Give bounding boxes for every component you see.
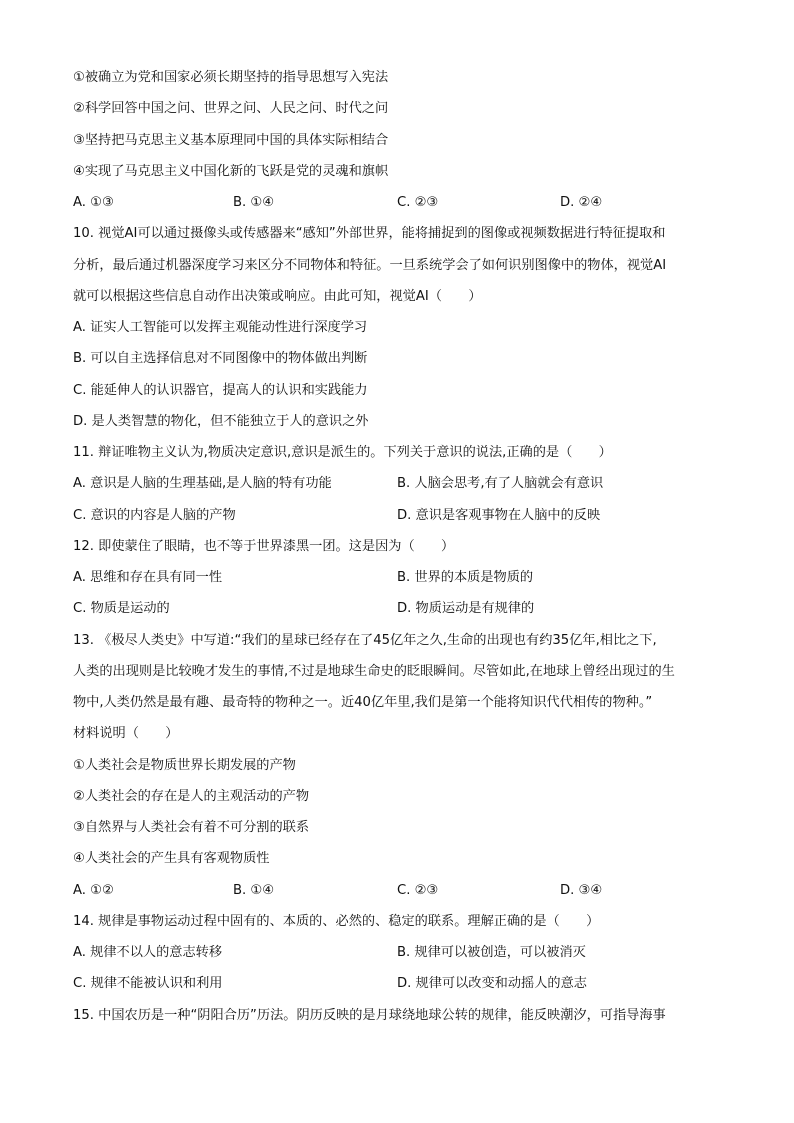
q9-statement-3: ③坚持把马克思主义基本原理同中国的具体实际相结合 <box>73 132 389 148</box>
q9-option-b: B. ①④ <box>233 195 275 210</box>
q13-option-b: B. ①④ <box>233 882 275 898</box>
q9-statement-4: ④实现了马克思主义中国化新的飞跃是党的灵魂和旗帜 <box>73 163 389 179</box>
q13-option-c: C. ②③ <box>397 882 439 898</box>
q10-stem-line-3: 就可以根据这些信息自动作出决策或响应。由此可知，视觉AI（ ） <box>73 288 482 304</box>
q13-option-a: A. ①② <box>73 882 114 898</box>
q13-option-d: D. ③④ <box>560 882 603 898</box>
q13-statement-1: ①人类社会是物质世界长期发展的产物 <box>73 757 296 773</box>
q12-option-c: C. 物质是运动的 <box>73 601 170 617</box>
q10-option-b: B. 可以自主选择信息对不同图像中的物体做出判断 <box>73 351 368 367</box>
q14-option-c: C. 规律不能被认识和利用 <box>73 976 223 992</box>
q14-option-b: B. 规律可以被创造，可以被消灭 <box>397 945 586 960</box>
q11-option-b: B. 人脑会思考,有了人脑就会有意识 <box>397 476 604 492</box>
q13-options <box>73 875 723 906</box>
q10-stem-line-1: 10. 视觉AI可以通过摄像头或传感器来“感知”外部世界，能将捕捉到的图像或视频数据进行特征提取和 <box>73 226 666 242</box>
q13-stem-line-3: 物中,人类仍然是最有趣、最奇特的物种之一。近40亿年里,我们是第一个能将知识代代相传的物种。” <box>73 695 653 710</box>
q12-option-d: D. 物质运动是有规律的 <box>397 601 535 617</box>
q11-option-c: C. 意识的内容是人脑的产物 <box>73 507 236 523</box>
q13-statement-3: ③自然界与人类社会有着不可分割的联系 <box>73 820 310 835</box>
q9-statement-1: ①被确立为党和国家必须长期坚持的指导思想写入宪法 <box>73 70 389 85</box>
q14-options-row-2 <box>73 968 723 999</box>
q14-stem: 14. 规律是事物运动过程中固有的、本质的、必然的、稳定的联系。理解正确的是（ ） <box>73 913 600 929</box>
q10-option-d: D. 是人类智慧的物化，但不能独立于人的意识之外 <box>73 413 369 429</box>
q14-options-row-1 <box>73 937 723 968</box>
q11-options-row-2 <box>73 500 723 531</box>
q14-option-a: A. 规律不以人的意志转移 <box>73 945 223 960</box>
q12-stem: 12. 即使蒙住了眼睛，也不等于世界漆黑一团。这是因为（ ） <box>73 538 455 554</box>
q12-options-row-2 <box>73 593 723 624</box>
q13-statement-2: ②人类社会的存在是人的主观活动的产物 <box>73 788 310 804</box>
q13-statement-4: ④人类社会的产生具有客观物质性 <box>73 851 270 867</box>
q9-statement-2: ②科学回答中国之问、世界之问、人民之问、时代之问 <box>73 101 389 117</box>
q14-option-d: D. 规律可以改变和动摇人的意志 <box>397 976 587 992</box>
q10-option-a: A. 证实人工智能可以发挥主观能动性进行深度学习 <box>73 320 368 335</box>
q9-option-a: A. ①③ <box>73 195 114 210</box>
q11-stem: 11. 辩证唯物主义认为,物质决定意识,意识是派生的。下列关于意识的说法,正确的是（ ） <box>73 445 612 460</box>
q11-options-row-1 <box>73 468 723 499</box>
q13-stem-line-2: 人类的出现则是比较晚才发生的事情,不过是地球生命史的眨眼瞬间。尽管如此,在地球上曾经出现过的生 <box>73 663 675 679</box>
q12-options-row-1 <box>73 562 723 593</box>
q13-stem-line-1: 13. 《极尽人类史》中写道:“我们的星球已经存在了45亿年之久,生命的出现也有约35亿年,相比之下, <box>73 632 657 648</box>
q11-option-d: D. 意识是客观事物在人脑中的反映 <box>397 507 601 523</box>
q11-option-a: A. 意识是人脑的生理基础,是人脑的特有功能 <box>73 476 332 492</box>
q13-stem-line-4: 材料说明（ ） <box>73 726 179 742</box>
exam-page <box>73 62 723 1031</box>
q9-option-c: C. ②③ <box>397 195 439 210</box>
q12-option-b: B. 世界的本质是物质的 <box>397 570 534 585</box>
q10-stem-line-2: 分析，最后通过机器深度学习来区分不同物体和特征。一旦系统学会了如何识别图像中的物体，视觉AI <box>73 257 667 273</box>
q10-option-c: C. 能延伸人的认识器官，提高人的认识和实践能力 <box>73 382 368 398</box>
q9-options <box>73 187 723 218</box>
q9-option-d: D. ②④ <box>560 195 603 210</box>
q12-option-a: A. 思维和存在具有同一性 <box>73 570 223 585</box>
q15-stem: 15. 中国农历是一种“阴阳合历”历法。阴历反映的是月球绕地球公转的规律，能反映潮汐，可指导海事 <box>73 1007 666 1023</box>
